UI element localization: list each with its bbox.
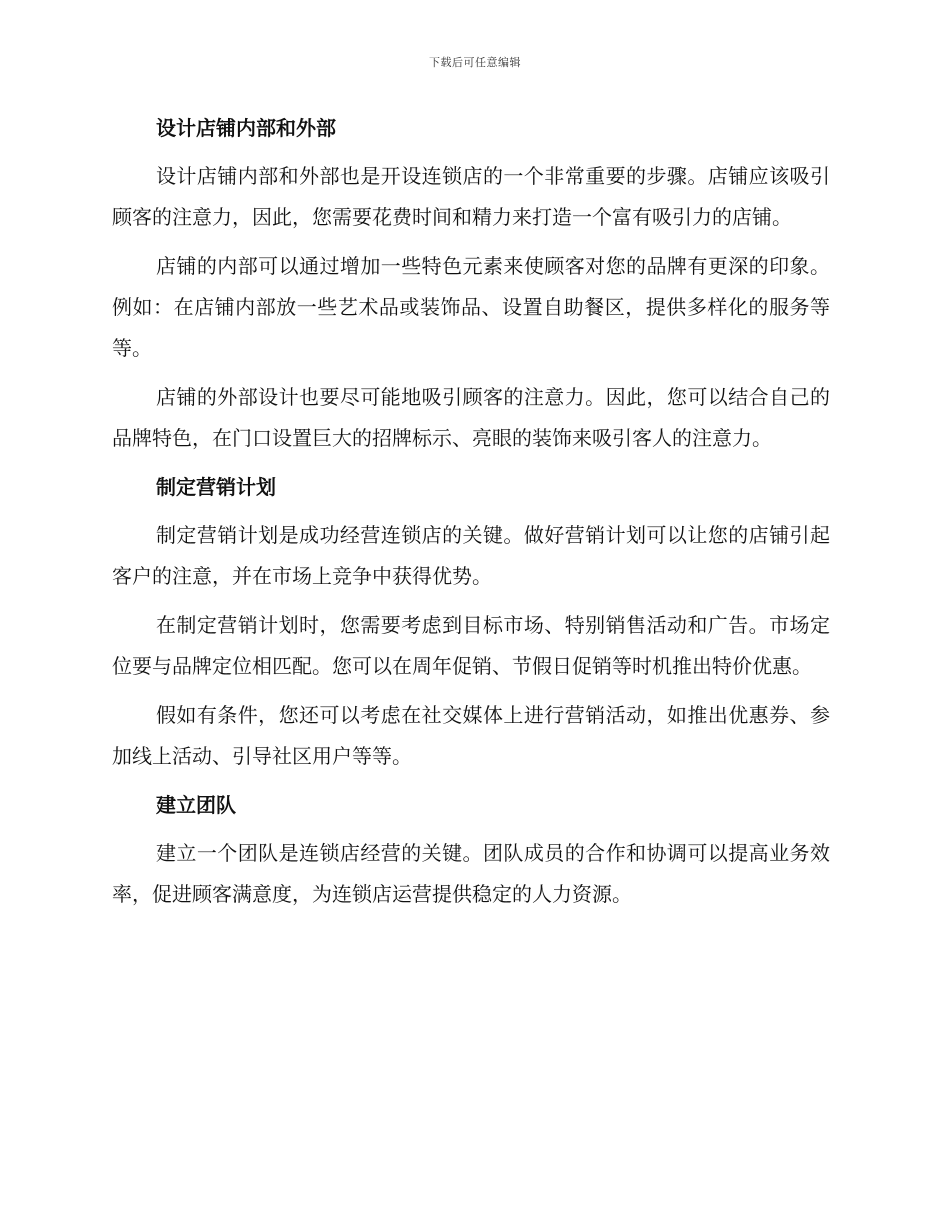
header-note: 下载后可任意编辑 <box>429 56 521 69</box>
section-heading: 建立团队 <box>156 793 236 817</box>
paragraph: 假如有条件，您还可以考虑在社交媒体上进行营销活动，如推出优惠券、参加线上活动、引导社区用户等等。 <box>112 703 830 768</box>
section-store-design <box>112 108 830 459</box>
paragraph: 设计店铺内部和外部也是开设连锁店的一个非常重要的步骤。店铺应该吸引顾客的注意力，因此，您需要花费时间和精力来打造一个富有吸引力的店铺。 <box>112 164 830 229</box>
document-body <box>112 108 830 923</box>
paragraph: 店铺的内部可以通过增加一些特色元素来使顾客对您的品牌有更深的印象。例如：在店铺内部放一些艺术品或装饰品、设置自助餐区，提供多样化的服务等等。 <box>112 254 830 360</box>
paragraph: 店铺的外部设计也要尽可能地吸引顾客的注意力。因此，您可以结合自己的品牌特色，在门口设置巨大的招牌标示、亮眼的装饰来吸引客人的注意力。 <box>112 385 830 450</box>
paragraph: 在制定营销计划时，您需要考虑到目标市场、特别销售活动和广告。市场定位要与品牌定位相匹配。您可以在周年促销、节假日促销等时机推出特价优惠。 <box>112 613 830 678</box>
section-heading: 设计店铺内部和外部 <box>156 116 336 140</box>
section-build-team <box>112 785 830 915</box>
section-marketing-plan <box>112 467 830 777</box>
paragraph: 制定营销计划是成功经营连锁店的关键。做好营销计划可以让您的店铺引起客户的注意，并在市场上竞争中获得优势。 <box>112 523 830 588</box>
paragraph: 建立一个团队是连锁店经营的关键。团队成员的合作和协调可以提高业务效率，促进顾客满意度，为连锁店运营提供稳定的人力资源。 <box>112 841 830 906</box>
section-heading: 制定营销计划 <box>156 475 276 499</box>
